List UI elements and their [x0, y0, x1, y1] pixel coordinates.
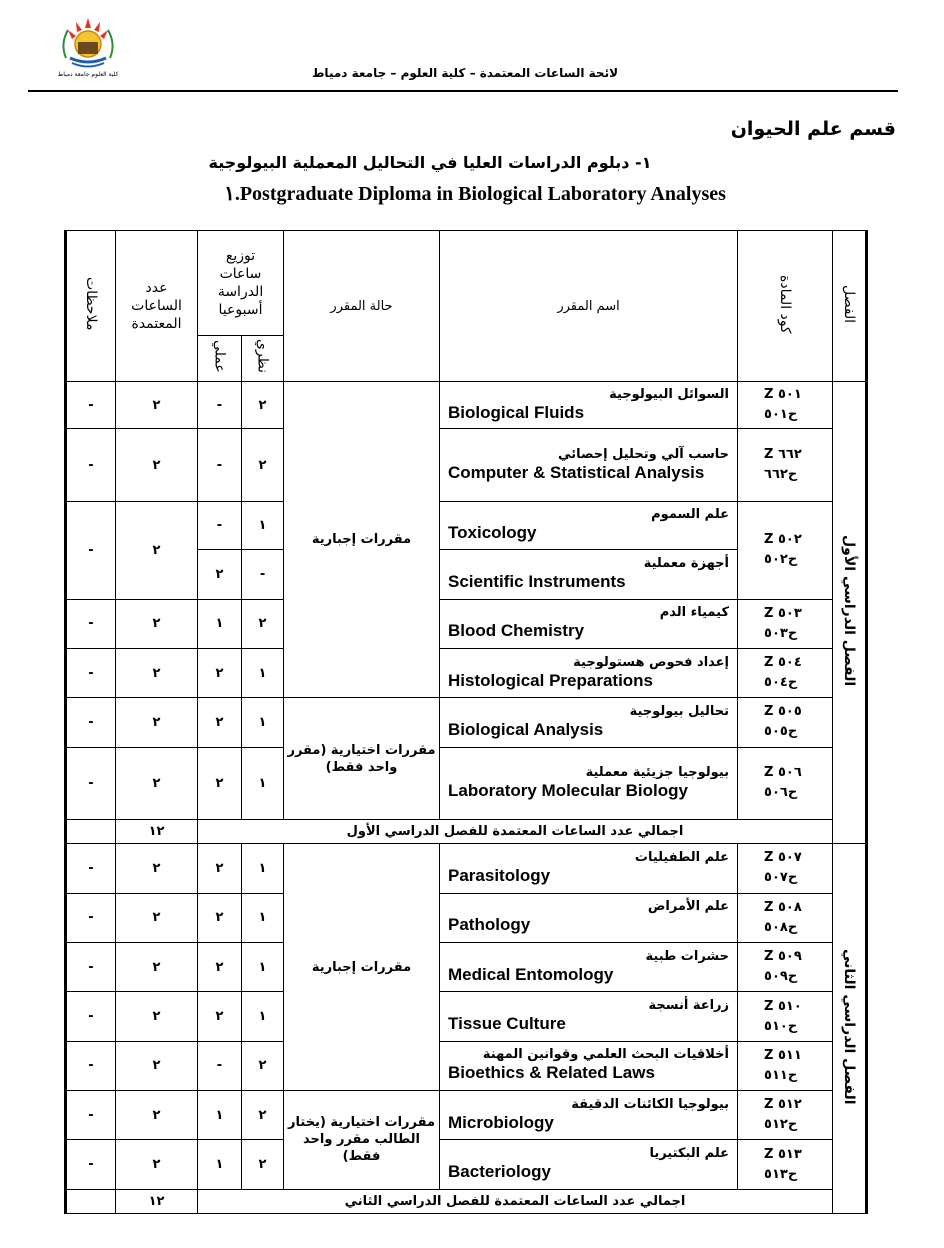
header-practical: عملي	[198, 335, 242, 381]
header-semester: الفصل	[833, 231, 867, 382]
table-cell: ٢	[116, 992, 198, 1041]
page-header: لائحة الساعات المعتمدة – كلية العلوم – جامعة دمياط	[311, 66, 619, 80]
course-code-cell: Z ٥٠٤ ح٥٠٤	[738, 648, 833, 697]
table-cell: -	[66, 747, 116, 820]
table-cell: ١	[198, 1140, 242, 1189]
table-cell: ١	[242, 648, 284, 697]
table-cell: ٢	[116, 943, 198, 992]
table-cell: ٢	[242, 1140, 284, 1189]
header-status: حالة المقرر	[284, 231, 440, 382]
table-cell: ٢	[198, 550, 242, 599]
table-cell: ٢	[198, 992, 242, 1041]
table-cell: ٢	[242, 1041, 284, 1090]
semester-1-total-label: اجمالي عدد الساعات المعتمدة للفصل الدراسي الأول	[198, 820, 833, 844]
table-cell: ٢	[242, 382, 284, 429]
header-theory: نظري	[242, 335, 284, 381]
table-row	[66, 698, 867, 747]
faculty-logo	[56, 14, 120, 78]
table-cell: ٢	[198, 747, 242, 820]
table-cell: -	[198, 1041, 242, 1090]
semester-2-total-value: ١٢	[116, 1189, 198, 1213]
table-cell: ٢	[116, 844, 198, 893]
table-cell: ٢	[116, 599, 198, 648]
study-plan-table	[64, 230, 868, 1214]
table-cell: -	[66, 382, 116, 429]
table-cell	[66, 1189, 116, 1213]
table-row	[66, 992, 867, 1041]
table-cell: ٢	[116, 698, 198, 747]
table-cell: ٢	[198, 844, 242, 893]
course-name-cell: السوائل البيولوجية Biological Fluids	[440, 382, 738, 429]
table-cell: -	[66, 992, 116, 1041]
course-name-cell: أجهزة معملية Scientific Instruments	[440, 550, 738, 599]
header-weekly-hours: توزيع ساعات الدراسة أسبوعيا	[198, 231, 284, 336]
header-notes: ملاحظات	[66, 231, 116, 382]
status-required-1: مقررات إجبارية	[284, 382, 440, 698]
course-name-cell: علم البكتيريا Bacteriology	[440, 1140, 738, 1189]
table-cell: -	[66, 501, 116, 599]
table-row	[66, 747, 867, 820]
program-title-en: ١.Postgraduate Diploma in Biological Laboratory Analyses	[224, 183, 726, 205]
table-cell: ١	[242, 747, 284, 820]
table-cell: -	[66, 1140, 116, 1189]
table-row	[66, 429, 867, 502]
table-cell: ٢	[242, 599, 284, 648]
header-divider	[28, 90, 898, 92]
table-cell: ٢	[116, 429, 198, 502]
table-cell: -	[66, 1091, 116, 1140]
table-row	[66, 648, 867, 697]
semester-1-total-value: ١٢	[116, 820, 198, 844]
table-cell: -	[66, 648, 116, 697]
course-name-cell: علم السموم Toxicology	[440, 501, 738, 549]
table-cell: ٢	[116, 1091, 198, 1140]
table-row	[66, 844, 867, 893]
table-cell: -	[198, 382, 242, 429]
table-cell: ٢	[116, 648, 198, 697]
course-name-cell: علم الأمراض Pathology	[440, 893, 738, 942]
course-name-cell: تحاليل بيولوجية Biological Analysis	[440, 698, 738, 747]
table-cell: ٢	[116, 382, 198, 429]
header-code: كود المادة	[738, 231, 833, 382]
table-cell: ٢	[242, 1091, 284, 1140]
course-code-cell: Z ٥١٢ ح٥١٢	[738, 1091, 833, 1140]
table-cell: ١	[242, 698, 284, 747]
course-code-cell: Z ٥٠٧ ح٥٠٧	[738, 844, 833, 893]
table-cell: ٢	[198, 943, 242, 992]
course-code-cell: Z ٥٠٨ ح٥٠٨	[738, 893, 833, 942]
table-cell: ١	[198, 599, 242, 648]
table-cell: ١	[242, 844, 284, 893]
course-code-cell: Z ٥١٣ ح٥١٣	[738, 1140, 833, 1189]
course-code-cell: Z ٥٠٩ ح٥٠٩	[738, 943, 833, 992]
table-row	[66, 1140, 867, 1189]
table-cell: ٢	[242, 429, 284, 502]
table-row	[66, 943, 867, 992]
status-elective-2: مقررات اختيارية (يختار الطالب مقرر واحد فقط)	[284, 1091, 440, 1190]
course-name-cell: بيولوجيا الكائنات الدقيقة Microbiology	[440, 1091, 738, 1140]
semester-1-label: الفصل الدراسي الأول	[833, 382, 867, 844]
table-cell: ٢	[116, 1041, 198, 1090]
table-cell: -	[198, 501, 242, 549]
department-title: قسم علم الحيوان	[730, 118, 896, 140]
status-required-2: مقررات إجبارية	[284, 844, 440, 1091]
header-credit-hours: عدد الساعات المعتمدة	[116, 231, 198, 382]
table-cell: -	[242, 550, 284, 599]
course-code-cell: Z ٥١٠ ح٥١٠	[738, 992, 833, 1041]
table-row	[66, 599, 867, 648]
table-cell: -	[66, 698, 116, 747]
table-cell: ٢	[116, 893, 198, 942]
status-elective-1: مقررات اختيارية (مقرر واحد فقط)	[284, 698, 440, 820]
table-cell: ١	[242, 943, 284, 992]
course-code-cell: Z ٥٠٣ ح٥٠٣	[738, 599, 833, 648]
table-row	[66, 382, 867, 429]
course-code-cell: Z ٥٠٢ ح٥٠٢	[738, 501, 833, 599]
course-name-cell: زراعة أنسجة Tissue Culture	[440, 992, 738, 1041]
table-cell: ١	[242, 501, 284, 549]
course-name-cell: علم الطفيليات Parasitology	[440, 844, 738, 893]
header-course-name: اسم المقرر	[440, 231, 738, 382]
semester-2-total-row	[66, 1189, 867, 1213]
course-code-cell: Z ٥٠١ ح٥٠١	[738, 382, 833, 429]
table-row	[66, 1041, 867, 1090]
course-name-cell: إعداد فحوص هستولوجية Histological Preparations	[440, 648, 738, 697]
table-cell: -	[66, 599, 116, 648]
table-cell: -	[66, 844, 116, 893]
course-name-cell: حاسب آلي وتحليل إحصائي Computer & Statistical Analysis	[440, 429, 738, 502]
table-row	[66, 501, 867, 549]
semester-2-label: الفصل الدراسي الثاني	[833, 844, 867, 1214]
table-cell: ١	[198, 1091, 242, 1140]
table-cell: ٢	[198, 698, 242, 747]
table-cell: -	[66, 1041, 116, 1090]
table-cell: ٢	[116, 747, 198, 820]
table-row	[66, 893, 867, 942]
table-cell: -	[198, 429, 242, 502]
course-name-cell: كيمياء الدم Blood Chemistry	[440, 599, 738, 648]
table-cell: ٢	[116, 501, 198, 599]
course-name-cell: أخلاقيات البحث العلمي وقوانين المهنة Bioethics & Related Laws	[440, 1041, 738, 1090]
table-row	[66, 1091, 867, 1140]
table-cell: ١	[242, 893, 284, 942]
table-cell: ٢	[198, 648, 242, 697]
course-name-cell: بيولوجيا جزيئية معملية Laboratory Molecular Biology	[440, 747, 738, 820]
table-cell: -	[66, 893, 116, 942]
table-cell: ١	[242, 992, 284, 1041]
logo-caption: كلية العلوم جامعة دمياط	[57, 71, 119, 78]
program-title-ar: ١- دبلوم الدراسات العليا في التحاليل المعملية البيولوجية	[208, 153, 652, 172]
table-cell: -	[66, 429, 116, 502]
table-cell: -	[66, 943, 116, 992]
course-name-cell: حشرات طبية Medical Entomology	[440, 943, 738, 992]
semester-1-total-row	[66, 820, 867, 844]
course-code-cell: Z ٥٠٦ ح٥٠٦	[738, 747, 833, 820]
course-code-cell: Z ٥٠٥ ح٥٠٥	[738, 698, 833, 747]
table-cell: ٢	[116, 1140, 198, 1189]
table-cell	[66, 820, 116, 844]
semester-2-total-label: اجمالي عدد الساعات المعتمدة للفصل الدراسي الثاني	[198, 1189, 833, 1213]
table-cell: ٢	[198, 893, 242, 942]
course-code-cell: Z ٥١١ ح٥١١	[738, 1041, 833, 1090]
course-code-cell: Z ٦٦٢ ح٦٦٢	[738, 429, 833, 502]
